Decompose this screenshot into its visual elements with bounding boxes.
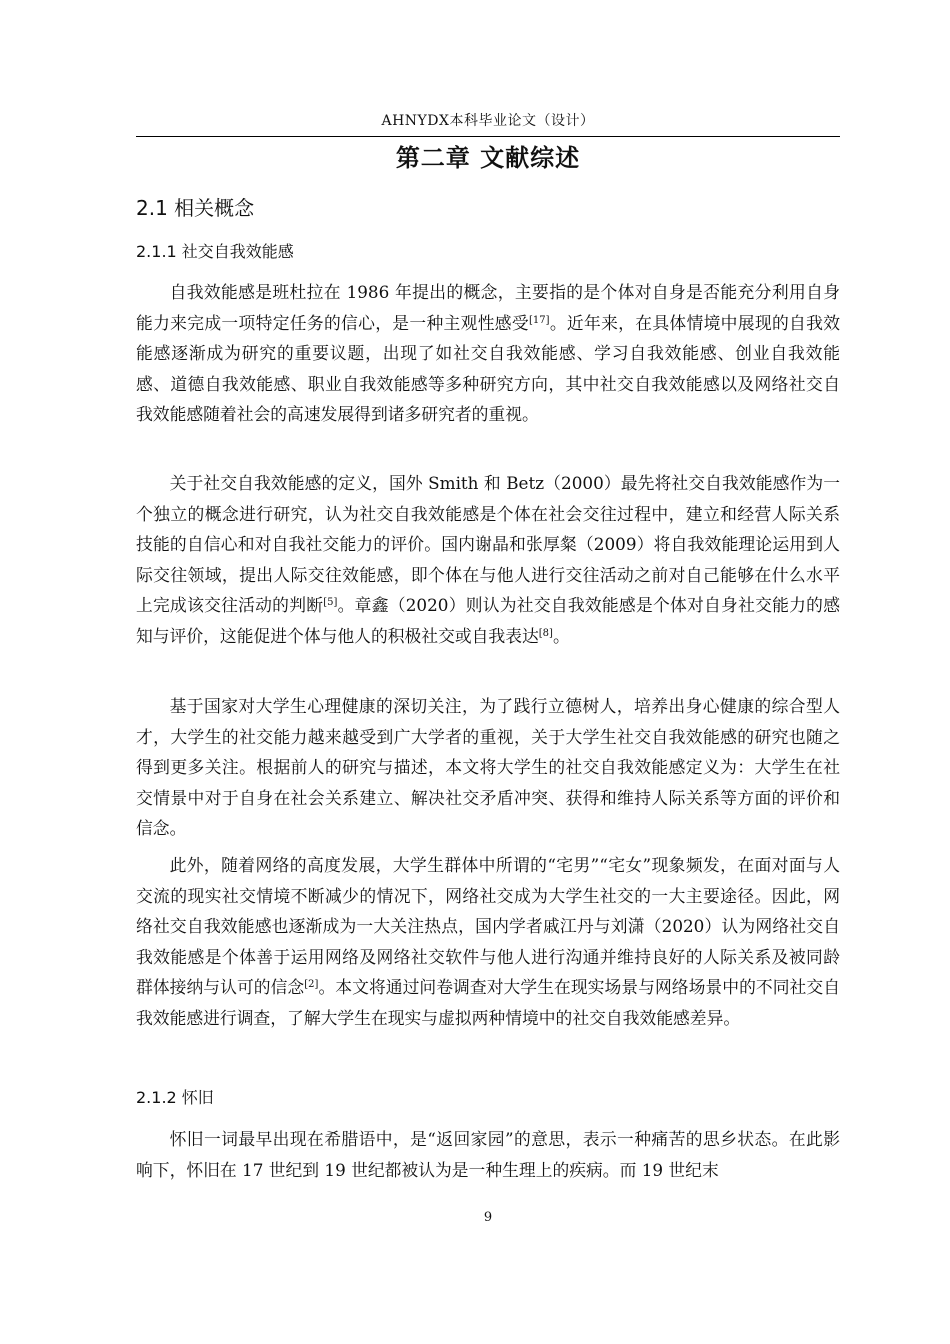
subsection-heading-social-self-efficacy: 2.1.1 社交自我效能感 <box>136 242 294 261</box>
paragraph-3 <box>136 691 840 844</box>
paragraph-4 <box>136 850 840 1034</box>
section-heading: 2.1 相关概念 <box>136 196 255 220</box>
citation-17: [17] <box>528 314 550 326</box>
page-number: 9 <box>483 1210 493 1225</box>
citation-8: [8] <box>538 627 553 639</box>
paragraph-5 <box>136 1124 840 1185</box>
paragraph-3-text: 基于国家对大学生心理健康的深切关注，为了践行立德树人，培养出身心健康的综合型人才，大学生的社交能力越来越受到广大学者的重视，关于大学生社交自我效能感的研究也随之得到更多关注。根据前人的研究与描述，本文将大学生的社交自我效能感定义为：大学生在社交情景中对于自身在社会关系建立、解决社交矛盾冲突、获得和维持人际关系等方面的评价和信念。 <box>136 696 840 839</box>
paragraph-2-text: 关于社交自我效能感的定义，国外 Smith 和 Betz（2000）最先将社交自我效能感作为一个独立的概念进行研究，认为社交自我效能感是个体在社会交往过程中，建立和经营人际关系技能的自信心和对自我社交能力的评价。国内谢晶和张厚粲（2009）将自我效能理论运用到人际交往领域，提出人际交往效能感，即个体在与他人进行交往活动之前对自己能够在什么水平上完成该交往活动的判断 <box>136 473 840 616</box>
citation-2: [2] <box>304 979 319 991</box>
header-divider <box>136 136 840 137</box>
paragraph-1 <box>136 277 840 430</box>
paragraph-1-text: 自我效能感是班杜拉在 1986 年提出的概念，主要指的是个体对自身是否能充分利用自身能力来完成一项特定任务的信心，是一种主观性感受 <box>136 282 840 333</box>
paragraph-2 <box>136 468 840 652</box>
running-header: AHNYDX本科毕业论文（设计） <box>381 113 595 129</box>
subsection-heading-nostalgia: 2.1.2 怀旧 <box>136 1088 214 1107</box>
paragraph-4-text: 此外，随着网络的高度发展，大学生群体中所谓的“宅男”“宅女”现象频发，在面对面与人交流的现实社交情境不断减少的情况下，网络社交成为大学生社交的一大主要途径。因此，网络社交自我效能感也逐渐成为一大关注热点，国内学者戚江丹与刘潇（2020）认为网络社交自我效能感是个体善于运用网络及网络社交软件与他人进行沟通并维持良好的人际关系及被同龄群体接纳与认可的信念 <box>136 855 840 998</box>
paragraph-5-text: 怀旧一词最早出现在希腊语中，是“返回家园”的意思，表示一种痛苦的思乡状态。在此影响下，怀旧在 17 世纪到 19 世纪都被认为是一种生理上的疾病。而 19 世纪末 <box>136 1129 840 1180</box>
citation-5: [5] <box>323 597 338 609</box>
paragraph-2-tail: 。 <box>552 625 570 646</box>
chapter-title: 第二章 文献综述 <box>395 144 581 172</box>
paragraph-1-tail: 。近年来，在具体情境中展现的自我效能感逐渐成为研究的重要议题，出现了如社交自我效能感、学习自我效能感、创业自我效能感、道德自我效能感、职业自我效能感等多种研究方向，其中社交自我效能感以及网络社交自我效能感随着社会的高速发展得到诸多研究者的重视。 <box>136 312 840 425</box>
paragraph-2-middle: 。章鑫（2020）则认为社交自我效能感是个体对自身社交能力的感知与评价，这能促进个体与他人的积极社交或自我表达 <box>136 595 840 646</box>
paragraph-4-tail: 。本文将通过问卷调查对大学生在现实场景与网络场景中的不同社交自我效能感进行调查，了解大学生在现实与虚拟两种情境中的社交自我效能感差异。 <box>136 977 840 1028</box>
